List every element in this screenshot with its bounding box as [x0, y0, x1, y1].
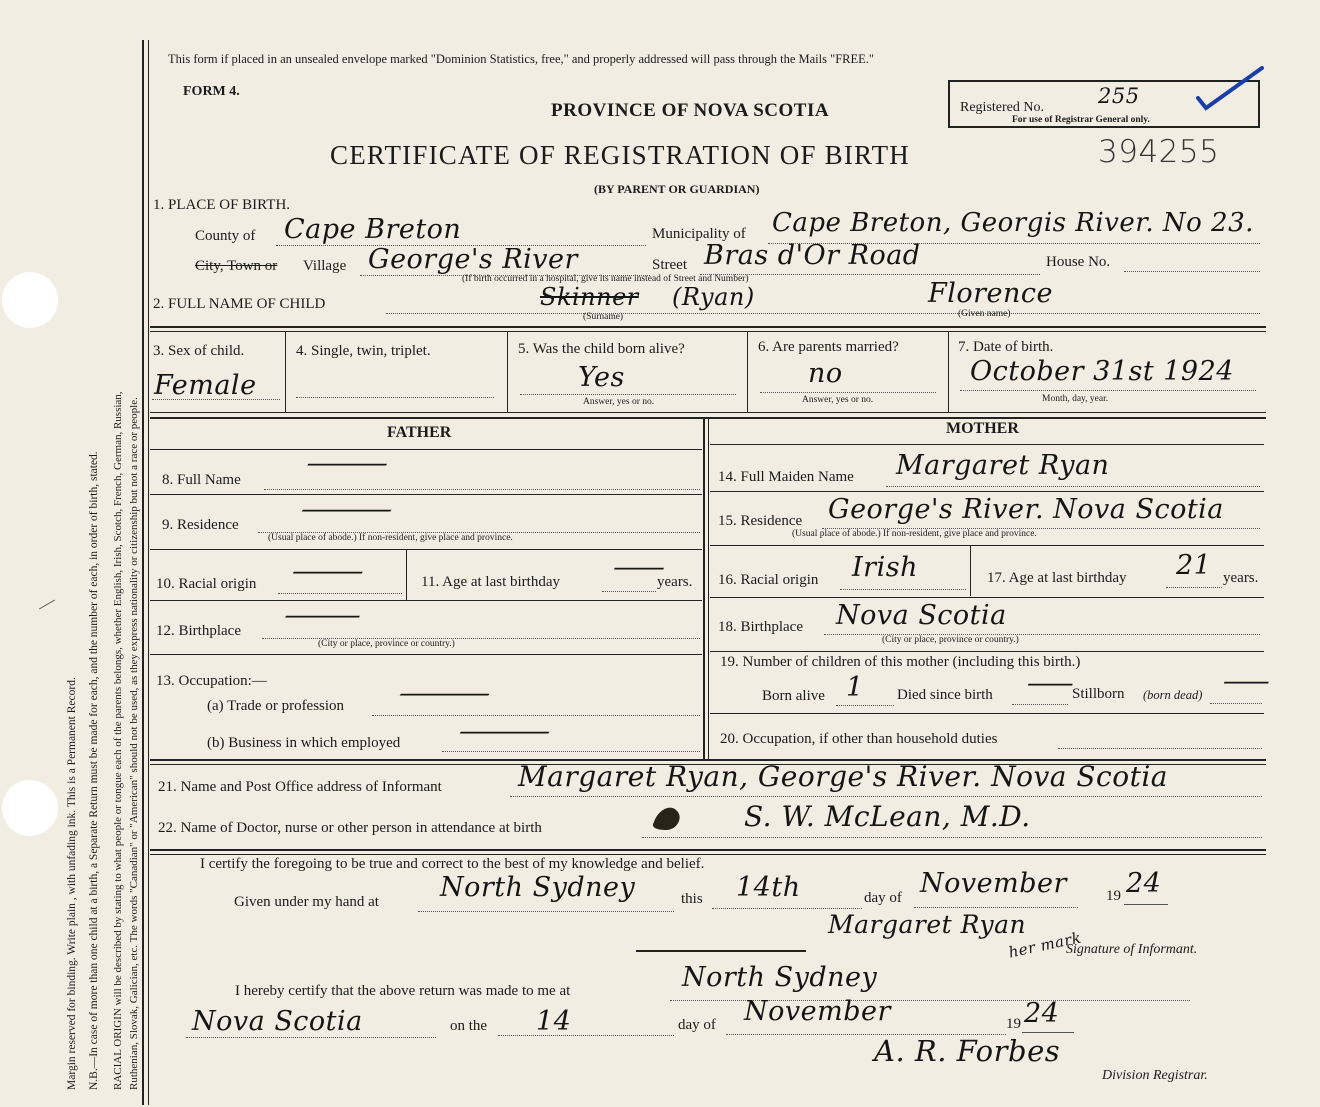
father-residence-label: 9. Residence	[162, 517, 239, 533]
municipality-value: Cape Breton, Georgis River. No 23.	[772, 208, 1254, 238]
mother-residence-caption: (Usual place of abode.) If non-resident, give place and province.	[792, 529, 1037, 539]
registrar-month-value: November	[744, 996, 891, 1027]
father-age-label: 11. Age at last birthday	[421, 574, 560, 590]
father-residence-caption: (Usual place of abode.) If non-resident, give place and province.	[268, 533, 513, 543]
certificate-subtitle: (BY PARENT OR GUARDIAN)	[594, 182, 760, 196]
mother-racial-value: Irish	[852, 552, 918, 583]
father-occupation-label: 13. Occupation:—	[156, 673, 267, 689]
this-day-value: 14th	[736, 872, 801, 903]
mother-heading: MOTHER	[946, 420, 1019, 437]
mother-age-value: 21	[1176, 550, 1212, 581]
ink-blot-icon	[648, 800, 688, 834]
village-label: Village	[303, 258, 347, 274]
place-of-birth-label: 1. PLACE OF BIRTH.	[153, 197, 291, 213]
mother-birthplace-value: Nova Scotia	[836, 600, 1007, 631]
registered-value: 255	[1098, 84, 1140, 108]
municipality-label: Municipality of	[652, 226, 746, 242]
father-birthplace-caption: (City or place, province or country.)	[318, 639, 455, 649]
mother-name-label: 14. Full Maiden Name	[718, 469, 854, 485]
born-alive-label: 5. Was the child born alive?	[518, 341, 685, 357]
mail-note: This form if placed in an unsealed envelope marked "Dominion Statistics, free," and properly addressed will pass through the Mails "FREE."	[168, 52, 875, 66]
doctor-value: S. W. McLean, M.D.	[744, 800, 1031, 833]
parents-married-caption: Answer, yes or no.	[802, 395, 874, 405]
surname-struck-value: Skinner	[540, 283, 639, 311]
stillborn-value: —	[1222, 666, 1272, 697]
informant-value: Margaret Ryan, George's River. Nova Scotia	[518, 760, 1168, 793]
sex-value: Female	[154, 370, 257, 401]
house-number-label: House No.	[1046, 254, 1111, 270]
mother-birthplace-label: 18. Birthplace	[718, 619, 803, 635]
mother-residence-label: 15. Residence	[718, 513, 803, 529]
parents-married-label: 6. Are parents married?	[758, 339, 899, 355]
born-alive-count-label: Born alive	[762, 688, 825, 704]
single-twin-label: 4. Single, twin, triplet.	[296, 343, 431, 359]
form-number: FORM 4.	[183, 84, 240, 99]
registrar-province-value: Nova Scotia	[192, 1006, 363, 1037]
father-business-label: (b) Business in which employed	[207, 735, 401, 751]
mother-age-label: 17. Age at last birthday	[987, 570, 1127, 586]
born-alive-caption: Answer, yes or no.	[583, 397, 655, 407]
informant-signature: Margaret Ryan	[828, 910, 1027, 939]
year-value: 24	[1126, 868, 1162, 899]
surname-value: (Ryan)	[672, 283, 755, 311]
registrar-year-prefix: 19	[1006, 1016, 1021, 1032]
child-name-label: 2. FULL NAME OF CHILD	[153, 296, 326, 312]
father-age-suffix: years.	[657, 574, 693, 590]
given-name-value: Florence	[928, 278, 1053, 309]
mother-residence-value: George's River. Nova Scotia	[828, 494, 1224, 525]
father-name-label: 8. Full Name	[162, 472, 241, 488]
father-racial-label: 10. Racial origin	[156, 576, 257, 592]
date-of-birth-caption: Month, day, year.	[1042, 394, 1109, 404]
father-birthplace-label: 12. Birthplace	[156, 623, 241, 639]
margin-border	[142, 40, 144, 1105]
mother-occupation-label: 20. Occupation, if other than household duties	[720, 731, 998, 747]
registrar-note: For use of Registrar General only.	[1012, 115, 1150, 125]
died-since-birth-label: Died since birth	[897, 687, 993, 703]
informant-label: 21. Name and Post Office address of Informant	[158, 779, 442, 795]
certificate-title: CERTIFICATE OF REGISTRATION OF BIRTH	[330, 140, 910, 170]
registered-label: Registered No.	[960, 100, 1044, 115]
father-trade-label: (a) Trade or profession	[207, 698, 345, 714]
city-town-label: City, Town or	[195, 258, 278, 274]
doctor-label: 22. Name of Doctor, nurse or other person in attendance at birth	[158, 820, 542, 836]
registrar-day-label: day of	[678, 1017, 716, 1033]
given-under-label: Given under my hand at	[234, 894, 379, 910]
sex-label: 3. Sex of child.	[153, 343, 245, 359]
checkmark-icon	[1192, 62, 1272, 112]
month-value: November	[920, 868, 1067, 899]
margin-note-binding: Margin reserved for binding. Write plain , with unfading ink. This is a Permanent Record.	[66, 677, 78, 1090]
father-birthplace-value: —	[282, 600, 365, 631]
registrar-signature: A. R. Forbes	[874, 1034, 1061, 1068]
parents-married-value: no	[808, 358, 843, 389]
father-age-value: —	[612, 552, 667, 583]
born-alive-value: Yes	[578, 362, 625, 393]
father-trade-value: —	[396, 678, 495, 709]
surname-caption: (Surname)	[583, 312, 624, 322]
hospital-note: (If birth occurred in a hospital, give its name instead of Street and Number)	[462, 274, 749, 284]
punch-hole-bottom	[2, 780, 58, 836]
informant-signature-caption: Signature of Informant.	[1066, 942, 1198, 957]
father-racial-value: —	[290, 556, 367, 587]
margin-note-racial-origin: RACIAL ORIGIN will be described by stating to what people or tongue each of the parents belongs, whether English, Irish, Scotch, French, German, Russian,	[112, 391, 124, 1090]
mother-age-suffix: years.	[1223, 570, 1259, 586]
mother-name-value: Margaret Ryan	[896, 450, 1110, 481]
born-alive-count-value: 1	[846, 672, 864, 703]
this-label: this	[681, 891, 703, 907]
village-value: George's River	[368, 244, 578, 275]
mother-children-label: 19. Number of children of this mother (including this birth.)	[720, 654, 1081, 670]
given-place-value: North Sydney	[440, 872, 636, 903]
county-value: Cape Breton	[284, 214, 462, 245]
date-of-birth-label: 7. Date of birth.	[958, 339, 1054, 355]
certification-statement: I certify the foregoing to be true and correct to the best of my knowledge and belief.	[200, 856, 705, 872]
father-heading: FATHER	[387, 424, 452, 441]
mother-birthplace-caption: (City or place, province or country.)	[882, 635, 1019, 645]
date-of-birth-value: October 31st 1924	[970, 356, 1234, 387]
registrar-year-value: 24	[1024, 998, 1060, 1029]
died-since-birth-value: —	[1026, 668, 1076, 699]
registrar-place-value: North Sydney	[682, 962, 878, 993]
mother-racial-label: 16. Racial origin	[718, 572, 819, 588]
father-residence-value: —	[298, 494, 397, 525]
province-heading: PROVINCE OF NOVA SCOTIA	[551, 100, 830, 121]
registrar-caption: Division Registrar.	[1102, 1068, 1208, 1083]
her-mark-text: her mark	[1006, 928, 1083, 962]
year-prefix: 19	[1106, 888, 1121, 904]
father-name-value: —	[304, 448, 392, 479]
day-of-label: day of	[864, 890, 902, 906]
punch-hole-top	[2, 272, 58, 328]
certificate-number: 394255	[1098, 134, 1220, 170]
stillborn-note: (born dead)	[1143, 688, 1203, 702]
margin-note-multiple-births: N.B.—In case of more than one child at a birth, a Separate Return must be made for each, and the number of each, in order of birth, stated.	[88, 451, 100, 1090]
margin-border-inner	[148, 40, 149, 1105]
street-label: Street	[652, 257, 687, 273]
father-business-value: —	[456, 716, 555, 747]
county-label: County of	[195, 228, 256, 244]
registrar-statement: I hereby certify that the above return was made to me at	[235, 983, 571, 999]
given-name-caption: (Given name)	[958, 309, 1011, 319]
registrar-on-label: on the	[450, 1018, 488, 1034]
registrar-day-value: 14	[536, 1006, 572, 1037]
street-value: Bras d'Or Road	[704, 240, 921, 271]
margin-note-nationality: Ruthenian, Slovak, Galician, etc. The words "Canadian" or "American" should not be used, as they express nationality or citizenship but not a race or people.	[128, 397, 140, 1090]
stillborn-label: Stillborn	[1072, 686, 1125, 702]
